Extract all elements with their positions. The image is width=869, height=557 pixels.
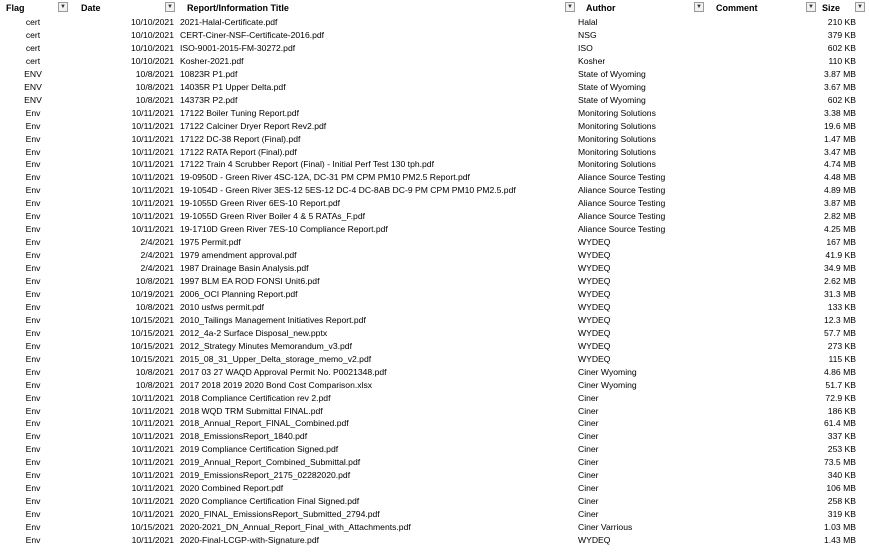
flag-cell[interactable]: Env bbox=[25, 392, 41, 403]
title-cell[interactable]: 2019_Annual_Report_Combined_Submittal.pdf bbox=[180, 457, 361, 468]
size-cell[interactable]: 258 KB bbox=[827, 496, 856, 507]
date-cell[interactable]: 10/11/2021 bbox=[131, 224, 174, 235]
size-cell[interactable]: 602 KB bbox=[827, 94, 856, 105]
date-cell[interactable]: 10/11/2021 bbox=[131, 483, 174, 494]
author-cell[interactable]: Aliance Source Testing bbox=[578, 172, 666, 183]
date-cell[interactable]: 2/4/2021 bbox=[140, 263, 174, 274]
author-cell[interactable]: WYDEQ bbox=[578, 327, 611, 338]
size-filter-icon[interactable]: ▼ bbox=[855, 2, 865, 12]
title-cell[interactable]: 2012_4a-2 Surface Disposal_new.pptx bbox=[180, 327, 328, 338]
flag-cell[interactable]: Env bbox=[25, 288, 41, 299]
flag-cell[interactable]: Env bbox=[25, 263, 41, 274]
flag-cell[interactable]: Env bbox=[25, 224, 41, 235]
date-cell[interactable]: 10/15/2021 bbox=[130, 327, 174, 338]
size-cell[interactable]: 4.48 MB bbox=[823, 172, 856, 183]
flag-cell[interactable]: Env bbox=[25, 146, 41, 157]
author-cell[interactable]: Monitoring Solutions bbox=[578, 146, 656, 157]
title-cell[interactable]: 14035R P1 Upper Delta.pdf bbox=[180, 81, 286, 92]
flag-cell[interactable]: Env bbox=[25, 172, 41, 183]
date-cell[interactable]: 10/11/2021 bbox=[131, 133, 174, 144]
author-filter-icon[interactable]: ▼ bbox=[694, 2, 704, 12]
title-cell[interactable]: 2010_Tailings Management Initiatives Report.pdf bbox=[180, 314, 366, 325]
title-header: Report/Information Title bbox=[187, 3, 289, 13]
title-cell[interactable]: 2018_Annual_Report_FINAL_Combined.pdf bbox=[180, 418, 349, 429]
size-cell[interactable]: 1.03 MB bbox=[823, 522, 856, 533]
title-cell[interactable]: 17122 Boiler Tuning Report.pdf bbox=[180, 107, 299, 118]
title-cell[interactable]: 1975 Permit.pdf bbox=[180, 237, 241, 248]
title-cell[interactable]: 2020 Compliance Certification Final Signed.pdf bbox=[180, 496, 360, 507]
title-cell[interactable]: 1979 amendment approval.pdf bbox=[180, 250, 297, 261]
header-row bbox=[0, 0, 869, 16]
flag-filter-icon[interactable]: ▼ bbox=[58, 2, 68, 12]
table-row[interactable] bbox=[0, 495, 869, 508]
size-cell[interactable]: 34.9 MB bbox=[823, 263, 856, 274]
table-row[interactable] bbox=[0, 379, 869, 392]
flag-cell[interactable]: Env bbox=[25, 250, 41, 261]
size-cell[interactable]: 19.6 MB bbox=[823, 120, 856, 131]
table-row[interactable] bbox=[0, 340, 869, 353]
size-cell[interactable]: 115 KB bbox=[828, 353, 856, 364]
table-row[interactable] bbox=[0, 314, 869, 327]
table-row[interactable] bbox=[0, 482, 869, 495]
author-cell[interactable]: WYDEQ bbox=[578, 250, 611, 261]
author-cell[interactable]: Ciner Wyoming bbox=[578, 379, 637, 390]
author-cell[interactable]: Monitoring Solutions bbox=[578, 120, 656, 131]
flag-cell[interactable]: Env bbox=[25, 496, 41, 507]
table-row[interactable] bbox=[0, 469, 869, 482]
size-cell[interactable]: 186 KB bbox=[827, 405, 856, 416]
date-cell[interactable]: 2/4/2021 bbox=[140, 237, 174, 248]
title-cell[interactable]: 2019 Compliance Certification Signed.pdf bbox=[180, 444, 339, 455]
flag-cell[interactable]: Env bbox=[25, 483, 41, 494]
flag-cell[interactable]: Env bbox=[25, 470, 41, 481]
flag-header: Flag bbox=[6, 3, 25, 13]
date-cell[interactable]: 10/11/2021 bbox=[131, 535, 174, 545]
date-cell[interactable]: 10/11/2021 bbox=[131, 159, 174, 170]
table-row[interactable] bbox=[0, 275, 869, 288]
flag-cell[interactable]: Env bbox=[25, 211, 41, 222]
flag-cell[interactable]: cert bbox=[25, 29, 41, 40]
author-cell[interactable]: WYDEQ bbox=[578, 340, 611, 351]
size-cell[interactable]: 72.9 KB bbox=[825, 392, 856, 403]
title-cell[interactable]: 17122 DC-38 Report (Final).pdf bbox=[180, 133, 301, 144]
flag-cell[interactable]: Env bbox=[25, 431, 41, 442]
size-cell[interactable]: 4.89 MB bbox=[823, 185, 856, 196]
size-cell[interactable]: 133 KB bbox=[827, 301, 856, 312]
date-cell[interactable]: 10/10/2021 bbox=[130, 17, 174, 27]
author-cell[interactable]: WYDEQ bbox=[578, 263, 611, 274]
date-cell[interactable]: 10/11/2021 bbox=[131, 418, 174, 429]
table-row[interactable] bbox=[0, 158, 869, 171]
table-row[interactable] bbox=[0, 94, 869, 107]
title-cell[interactable]: 2017 2018 2019 2020 Bond Cost Comparison.xlsx bbox=[180, 379, 373, 390]
author-cell[interactable]: Ciner Wyoming bbox=[578, 366, 637, 377]
table-row[interactable] bbox=[0, 133, 869, 146]
author-cell[interactable]: ISO bbox=[578, 42, 593, 53]
table-row[interactable] bbox=[0, 146, 869, 159]
title-cell[interactable]: 17122 Train 4 Scrubber Report (Final) - Initial Perf Test 130 tph.pdf bbox=[180, 159, 434, 170]
title-cell[interactable]: 2020 Combined Report.pdf bbox=[180, 483, 284, 494]
author-cell[interactable]: WYDEQ bbox=[578, 288, 611, 299]
table-row[interactable] bbox=[0, 366, 869, 379]
table-row[interactable] bbox=[0, 81, 869, 94]
size-cell[interactable]: 337 KB bbox=[827, 431, 856, 442]
author-cell[interactable]: Monitoring Solutions bbox=[578, 107, 656, 118]
date-cell[interactable]: 10/11/2021 bbox=[131, 185, 174, 196]
size-cell[interactable]: 210 KB bbox=[827, 17, 856, 27]
author-cell[interactable]: Ciner bbox=[578, 509, 599, 520]
table-row[interactable] bbox=[0, 68, 869, 81]
title-cell[interactable]: 17122 RATA Report (Final).pdf bbox=[180, 146, 297, 157]
size-cell[interactable]: 602 KB bbox=[827, 42, 856, 53]
date-cell[interactable]: 10/8/2021 bbox=[135, 276, 174, 286]
table-row[interactable] bbox=[0, 392, 869, 405]
date-filter-icon[interactable]: ▼ bbox=[165, 2, 175, 12]
date-cell[interactable]: 10/11/2021 bbox=[131, 120, 174, 131]
flag-cell[interactable]: cert bbox=[25, 17, 41, 27]
flag-cell[interactable]: Env bbox=[25, 535, 41, 545]
flag-cell[interactable]: Env bbox=[25, 276, 41, 286]
size-cell[interactable]: 110 KB bbox=[828, 55, 856, 66]
author-cell[interactable]: Ciner bbox=[578, 392, 599, 403]
flag-cell[interactable]: Env bbox=[25, 340, 41, 351]
author-cell[interactable]: WYDEQ bbox=[578, 535, 611, 545]
table-row[interactable] bbox=[0, 236, 869, 249]
title-cell[interactable]: 2010 usfws permit.pdf bbox=[180, 301, 265, 312]
title-cell[interactable]: 19-1710D Green River 7ES-10 Compliance Report.pdf bbox=[180, 224, 388, 235]
title-cell[interactable]: 2019_EmissionsReport_2175_02282020.pdf bbox=[180, 470, 351, 481]
date-cell[interactable]: 10/11/2021 bbox=[131, 107, 174, 118]
date-cell[interactable]: 10/8/2021 bbox=[135, 366, 174, 377]
flag-cell[interactable]: Env bbox=[25, 379, 41, 390]
title-cell[interactable]: 2021-Halal-Certificate.pdf bbox=[180, 17, 278, 27]
title-cell[interactable]: 2020-Final-LCGP-with-Signature.pdf bbox=[180, 535, 319, 545]
title-cell[interactable]: 17122 Calciner Dryer Report Rev2.pdf bbox=[180, 120, 327, 131]
title-cell[interactable]: 2020_FINAL_EmissionsReport_Submitted_2794.pdf bbox=[180, 509, 380, 520]
table-row[interactable] bbox=[0, 197, 869, 210]
size-cell[interactable]: 273 KB bbox=[827, 340, 856, 351]
author-cell[interactable]: Ciner bbox=[578, 457, 599, 468]
date-cell[interactable]: 10/8/2021 bbox=[135, 81, 174, 92]
size-cell[interactable]: 12.3 MB bbox=[823, 314, 856, 325]
date-cell[interactable]: 10/11/2021 bbox=[131, 146, 174, 157]
title-cell[interactable]: 19-1054D - Green River 3ES-12 5ES-12 DC-4 DC-8AB DC-9 PM CPM PM10 PM2.5.pdf bbox=[180, 185, 516, 196]
date-cell[interactable]: 10/11/2021 bbox=[131, 496, 174, 507]
size-cell[interactable]: 57.7 MB bbox=[823, 327, 856, 338]
table-row[interactable] bbox=[0, 107, 869, 120]
flag-cell[interactable]: Env bbox=[25, 133, 41, 144]
size-header: Size bbox=[822, 3, 841, 13]
flag-cell[interactable]: Env bbox=[25, 237, 41, 248]
flag-cell[interactable]: Env bbox=[25, 107, 41, 118]
size-cell[interactable]: 4.25 MB bbox=[823, 224, 856, 235]
author-cell[interactable]: State of Wyoming bbox=[578, 94, 646, 105]
table-row[interactable] bbox=[0, 171, 869, 184]
title-cell[interactable]: 1997 BLM EA ROD FONSI Unit6.pdf bbox=[180, 276, 320, 286]
flag-cell[interactable]: Env bbox=[25, 353, 41, 364]
flag-cell[interactable]: ENV bbox=[24, 94, 42, 105]
table-row[interactable] bbox=[0, 29, 869, 42]
table-row[interactable] bbox=[0, 534, 869, 547]
date-cell[interactable]: 10/15/2021 bbox=[130, 314, 174, 325]
author-cell[interactable]: WYDEQ bbox=[578, 314, 611, 325]
size-cell[interactable]: 1.43 MB bbox=[823, 535, 856, 545]
author-cell[interactable]: Halal bbox=[578, 17, 598, 27]
flag-cell[interactable]: Env bbox=[25, 405, 41, 416]
table-row[interactable] bbox=[0, 327, 869, 340]
size-cell[interactable]: 3.47 MB bbox=[823, 146, 856, 157]
flag-cell[interactable]: cert bbox=[25, 42, 41, 53]
author-cell[interactable]: Ciner bbox=[578, 444, 599, 455]
table-row[interactable] bbox=[0, 443, 869, 456]
table-row[interactable] bbox=[0, 16, 869, 29]
table-row[interactable] bbox=[0, 508, 869, 521]
date-cell[interactable]: 10/11/2021 bbox=[131, 444, 174, 455]
date-cell[interactable]: 10/8/2021 bbox=[135, 68, 174, 79]
date-cell[interactable]: 10/11/2021 bbox=[131, 405, 174, 416]
date-cell[interactable]: 10/11/2021 bbox=[131, 211, 174, 222]
author-cell[interactable]: Ciner bbox=[578, 418, 599, 429]
title-cell[interactable]: 2018 Compliance Certification rev 2.pdf bbox=[180, 392, 331, 403]
flag-cell[interactable]: Env bbox=[25, 185, 41, 196]
date-cell[interactable]: 10/11/2021 bbox=[131, 457, 174, 468]
flag-cell[interactable]: Env bbox=[25, 366, 41, 377]
title-cell[interactable]: 2012_Strategy Minutes Memorandum_v3.pdf bbox=[180, 340, 352, 351]
size-cell[interactable]: 31.3 MB bbox=[823, 288, 856, 299]
title-cell[interactable]: 19-1055D Green River Boiler 4 & 5 RATAs_F.pdf bbox=[180, 211, 366, 222]
title-cell[interactable]: 19-1055D Green River 6ES-10 Report.pdf bbox=[180, 198, 341, 209]
author-cell[interactable]: Aliance Source Testing bbox=[578, 185, 666, 196]
title-cell[interactable]: 2017 03 27 WAQD Approval Permit No. P0021348.pdf bbox=[180, 366, 387, 377]
title-cell[interactable]: 19-0950D - Green River 4SC-12A, DC-31 PM CPM PM10 PM2.5 Report.pdf bbox=[180, 172, 470, 183]
date-cell[interactable]: 10/8/2021 bbox=[135, 94, 174, 105]
size-cell[interactable]: 3.67 MB bbox=[823, 81, 856, 92]
title-cell[interactable]: CERT-Ciner-NSF-Certificate-2016.pdf bbox=[180, 29, 325, 40]
size-cell[interactable]: 167 MB bbox=[826, 237, 856, 248]
title-cell[interactable]: ISO-9001-2015-FM-30272.pdf bbox=[180, 42, 296, 53]
table-row[interactable] bbox=[0, 353, 869, 366]
title-cell[interactable]: 10823R P1.pdf bbox=[180, 68, 238, 79]
flag-cell[interactable]: Env bbox=[25, 314, 41, 325]
date-cell[interactable]: 10/10/2021 bbox=[130, 42, 174, 53]
table-row[interactable] bbox=[0, 521, 869, 534]
table-row[interactable] bbox=[0, 223, 869, 236]
date-cell[interactable]: 10/11/2021 bbox=[131, 431, 174, 442]
flag-cell[interactable]: Env bbox=[25, 198, 41, 209]
title-cell[interactable]: 1987 Drainage Basin Analysis.pdf bbox=[180, 263, 309, 274]
date-cell[interactable]: 10/8/2021 bbox=[135, 301, 174, 312]
author-cell[interactable]: Ciner bbox=[578, 405, 599, 416]
author-header: Author bbox=[586, 3, 616, 13]
date-cell[interactable]: 10/15/2021 bbox=[130, 522, 174, 533]
size-cell[interactable]: 340 KB bbox=[827, 470, 856, 481]
date-cell[interactable]: 10/11/2021 bbox=[131, 470, 174, 481]
author-cell[interactable]: Monitoring Solutions bbox=[578, 159, 656, 170]
author-cell[interactable]: WYDEQ bbox=[578, 353, 611, 364]
title-filter-icon[interactable]: ▼ bbox=[565, 2, 575, 12]
size-cell[interactable]: 61.4 MB bbox=[823, 418, 856, 429]
flag-cell[interactable]: ENV bbox=[24, 81, 42, 92]
title-cell[interactable]: 2015_08_31_Upper_Delta_storage_memo_v2.pdf bbox=[180, 353, 372, 364]
table-row[interactable] bbox=[0, 417, 869, 430]
comment-header: Comment bbox=[716, 3, 758, 13]
size-cell[interactable]: 51.7 KB bbox=[825, 379, 856, 390]
size-cell[interactable]: 4.86 MB bbox=[823, 366, 856, 377]
author-cell[interactable]: Aliance Source Testing bbox=[578, 198, 666, 209]
author-cell[interactable]: Aliance Source Testing bbox=[578, 224, 666, 235]
table-row[interactable] bbox=[0, 120, 869, 133]
size-cell[interactable]: 2.82 MB bbox=[823, 211, 856, 222]
date-cell[interactable]: 2/4/2021 bbox=[140, 250, 174, 261]
author-cell[interactable]: Monitoring Solutions bbox=[578, 133, 656, 144]
author-cell[interactable]: State of Wyoming bbox=[578, 81, 646, 92]
author-cell[interactable]: Ciner bbox=[578, 496, 599, 507]
table-row[interactable] bbox=[0, 301, 869, 314]
size-cell[interactable]: 3.38 MB bbox=[823, 107, 856, 118]
date-cell[interactable]: 10/19/2021 bbox=[130, 288, 174, 299]
size-cell[interactable]: 41.9 KB bbox=[825, 250, 856, 261]
author-cell[interactable]: WYDEQ bbox=[578, 276, 611, 286]
flag-cell[interactable]: Env bbox=[25, 444, 41, 455]
size-cell[interactable]: 3.87 MB bbox=[823, 198, 856, 209]
author-cell[interactable]: Ciner bbox=[578, 483, 599, 494]
flag-cell[interactable]: Env bbox=[25, 418, 41, 429]
size-cell[interactable]: 106 MB bbox=[826, 483, 856, 494]
author-cell[interactable]: Ciner bbox=[578, 470, 599, 481]
flag-cell[interactable]: Env bbox=[25, 301, 41, 312]
table-row[interactable] bbox=[0, 430, 869, 443]
table-row[interactable] bbox=[0, 42, 869, 55]
table-row[interactable] bbox=[0, 405, 869, 418]
date-cell[interactable]: 10/15/2021 bbox=[130, 353, 174, 364]
date-cell[interactable]: 10/11/2021 bbox=[131, 198, 174, 209]
author-cell[interactable]: Ciner Varrious bbox=[578, 522, 633, 533]
flag-cell[interactable]: Env bbox=[25, 457, 41, 468]
table-row[interactable] bbox=[0, 55, 869, 68]
size-cell[interactable]: 319 KB bbox=[827, 509, 856, 520]
flag-cell[interactable]: Env bbox=[25, 120, 41, 131]
title-cell[interactable]: 2020-2021_DN_Annual_Report_Final_with_Attachments.pdf bbox=[180, 522, 411, 533]
flag-cell[interactable]: cert bbox=[25, 55, 41, 66]
comment-filter-icon[interactable]: ▼ bbox=[806, 2, 816, 12]
table-row[interactable] bbox=[0, 262, 869, 275]
title-cell[interactable]: 14373R P2.pdf bbox=[180, 94, 238, 105]
date-cell[interactable]: 10/8/2021 bbox=[135, 379, 174, 390]
title-cell[interactable]: 2018_EmissionsReport_1840.pdf bbox=[180, 431, 308, 442]
author-cell[interactable]: Kosher bbox=[578, 55, 606, 66]
size-cell[interactable]: 3.87 MB bbox=[823, 68, 856, 79]
title-cell[interactable]: Kosher-2021.pdf bbox=[180, 55, 244, 66]
size-cell[interactable]: 1.47 MB bbox=[823, 133, 856, 144]
date-cell[interactable]: 10/11/2021 bbox=[131, 172, 174, 183]
title-cell[interactable]: 2018 WQD TRM Submittal FINAL.pdf bbox=[180, 405, 323, 416]
date-cell[interactable]: 10/10/2021 bbox=[130, 29, 174, 40]
author-cell[interactable]: Ciner bbox=[578, 431, 599, 442]
table-row[interactable] bbox=[0, 184, 869, 197]
author-cell[interactable]: WYDEQ bbox=[578, 301, 611, 312]
flag-cell[interactable]: Env bbox=[25, 159, 41, 170]
table-row[interactable] bbox=[0, 288, 869, 301]
date-cell[interactable]: 10/15/2021 bbox=[130, 340, 174, 351]
flag-cell[interactable]: Env bbox=[25, 509, 41, 520]
size-cell[interactable]: 253 KB bbox=[827, 444, 856, 455]
flag-cell[interactable]: ENV bbox=[24, 68, 42, 79]
author-cell[interactable]: Aliance Source Testing bbox=[578, 211, 666, 222]
date-cell[interactable]: 10/10/2021 bbox=[130, 55, 174, 66]
table-row[interactable] bbox=[0, 210, 869, 223]
title-cell[interactable]: 2006_OCI Planning Report.pdf bbox=[180, 288, 298, 299]
size-cell[interactable]: 73.5 MB bbox=[823, 457, 856, 468]
date-cell[interactable]: 10/11/2021 bbox=[131, 509, 174, 520]
size-cell[interactable]: 4.74 MB bbox=[823, 159, 856, 170]
table-row[interactable] bbox=[0, 249, 869, 262]
size-cell[interactable]: 379 KB bbox=[827, 29, 856, 40]
flag-cell[interactable]: Env bbox=[25, 327, 41, 338]
flag-cell[interactable]: Env bbox=[25, 522, 41, 533]
date-header: Date bbox=[81, 3, 101, 13]
author-cell[interactable]: WYDEQ bbox=[578, 237, 611, 248]
author-cell[interactable]: NSG bbox=[578, 29, 597, 40]
author-cell[interactable]: State of Wyoming bbox=[578, 68, 646, 79]
date-cell[interactable]: 10/11/2021 bbox=[131, 392, 174, 403]
table-row[interactable] bbox=[0, 456, 869, 469]
size-cell[interactable]: 2.62 MB bbox=[823, 276, 856, 286]
